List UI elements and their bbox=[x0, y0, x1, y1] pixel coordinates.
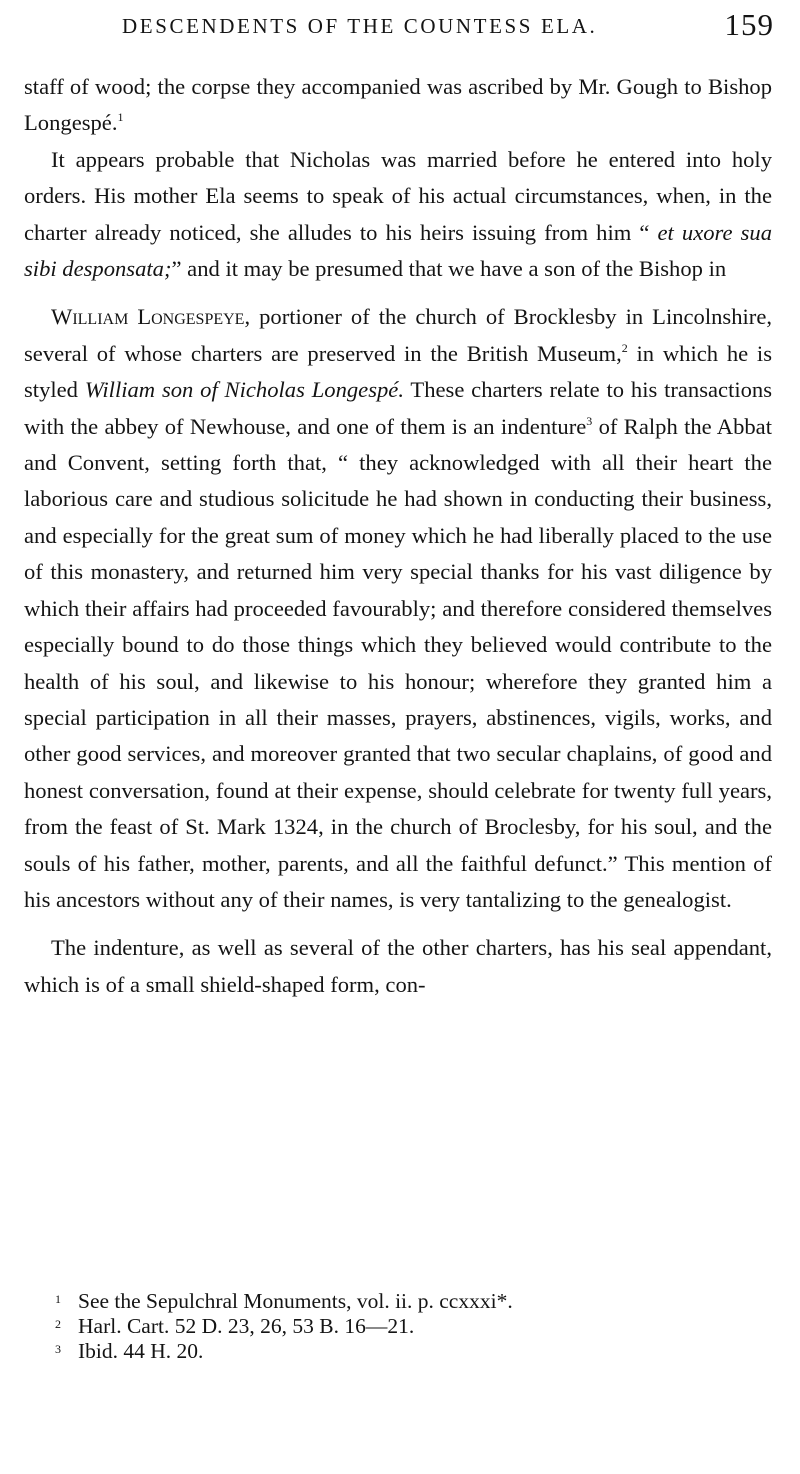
paragraph bbox=[24, 142, 772, 288]
page-number: 159 bbox=[724, 7, 774, 42]
footnote-mark: 2 bbox=[55, 1316, 61, 1331]
text-run: staff of wood; the corpse they accompanied was ascribed by Mr. Gough to Bishop Longespé. bbox=[24, 74, 772, 136]
running-head: DESCENDENTS OF THE COUNTESS ELA. bbox=[122, 14, 598, 38]
text-run: ” and it may be presumed that we have a son of the Bishop in bbox=[171, 256, 727, 282]
text-run: in which he is styled bbox=[24, 340, 772, 403]
footnote-mark: 3 bbox=[55, 1341, 61, 1356]
footnote-text: See the Sepulchral Monuments, vol. ii. p. ccxxxi*. bbox=[78, 1289, 513, 1313]
italic-text: et uxore sua sibi desponsata; bbox=[24, 219, 773, 282]
paragraph bbox=[24, 930, 772, 1003]
text-run: The indenture, as well as several of the other charters, has his seal appendant, which is of a small shield-shaped form, con- bbox=[24, 935, 772, 997]
footnote-reference: 2 bbox=[621, 340, 628, 355]
footnote bbox=[55, 1339, 755, 1364]
footnote-text: Harl. Cart. 52 D. 23, 26, 53 B. 16—21. bbox=[78, 1313, 415, 1338]
paragraph bbox=[24, 299, 772, 918]
text-run: of Ralph the Abbat and Convent, setting forth that, “ they acknowledged with all their heart the laborious care and studious solicitude he had shown in conducting their business, and especially for the great sum of money which he had liberally placed to the use of this monastery, and returned him very special thanks for his vast diligence by which their affairs had proceeded favourably; and therefore considered themselves especially bound to do those things which they believed would contribute to the health of his soul, and likewise to his honour; wherefore they granted him a special participation in all their masses, prayers, abstinences, vigils, works, and other good services, and moreover granted that two secular chaplains, of good and honest conversation, found at their expense, should celebrate for twenty full years, from the feast of St. Mark 1324, in the church of Broclesby, for his soul, and the souls of his father, mother, parents, and all the faithful defunct.” This mention of his ancestors without any of their names, is very tantalizing to the genealogist. bbox=[24, 413, 772, 912]
text-run: It appears probable that Nicholas was married before he entered into holy orders. His mother Ela seems to speak of his actual circumstances, when, in the charter already noticed, she alludes to his heirs issuing from him “ bbox=[24, 146, 772, 245]
text-run: portioner of the church of Brocklesby in Lincolnshire, several of whose charters are preserved in the British Museum, bbox=[24, 304, 773, 366]
footnote bbox=[55, 1289, 755, 1314]
footnote-reference: 1 bbox=[117, 110, 124, 125]
page-header bbox=[122, 8, 774, 42]
footnote-text: Ibid. 44 H. 20. bbox=[78, 1338, 204, 1363]
footnote bbox=[55, 1314, 755, 1339]
footnote-mark: 1 bbox=[55, 1292, 61, 1306]
italic-text: William son of Nicholas Longespé. bbox=[84, 377, 404, 403]
footnote-reference: 3 bbox=[586, 413, 593, 428]
paragraph bbox=[24, 69, 772, 142]
body-text bbox=[24, 69, 772, 1003]
footnotes bbox=[55, 1289, 755, 1363]
text-run: These charters relate to his transactions with the abbey of Newhouse, and one of them is an indenture bbox=[24, 377, 773, 439]
name-smallcaps: William Longespeye, bbox=[51, 304, 251, 330]
